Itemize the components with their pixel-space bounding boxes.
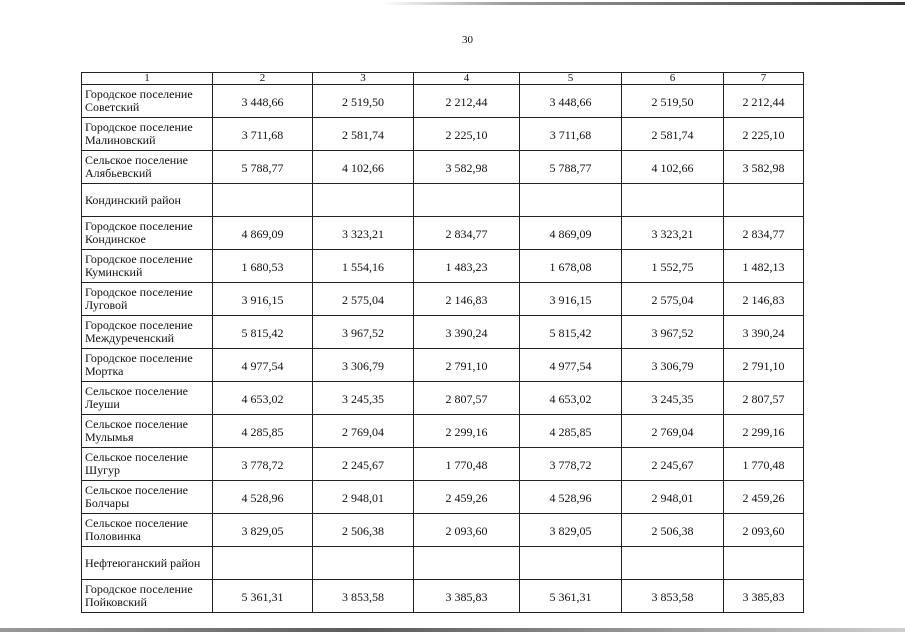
column-header-6: 6 [622, 73, 724, 85]
settlement-name: Сельское поселение Болчары [82, 481, 213, 514]
value-cell: 2 146,83 [414, 283, 520, 316]
value-cell: 2 519,50 [622, 85, 724, 118]
value-cell: 3 711,68 [520, 118, 622, 151]
value-cell: 1 770,48 [414, 448, 520, 481]
settlement-name: Кондинский район [82, 184, 213, 217]
settlement-name: Сельское поселение Алябьевский [82, 151, 213, 184]
value-cell: 2 807,57 [414, 382, 520, 415]
value-cell: 4 977,54 [520, 349, 622, 382]
table-body [82, 73, 804, 613]
value-cell: 5 788,77 [213, 151, 313, 184]
scan-edge-top [380, 2, 905, 5]
value-cell: 3 853,58 [313, 580, 414, 613]
value-cell: 3 778,72 [213, 448, 313, 481]
settlement-name: Сельское поселение Мулымья [82, 415, 213, 448]
value-cell: 2 581,74 [313, 118, 414, 151]
value-cell: 2 519,50 [313, 85, 414, 118]
column-header-5: 5 [520, 73, 622, 85]
table-row [82, 85, 804, 118]
column-header-4: 4 [414, 73, 520, 85]
value-cell: 1 554,16 [313, 250, 414, 283]
value-cell: 5 361,31 [520, 580, 622, 613]
value-cell: 4 528,96 [520, 481, 622, 514]
value-cell: 2 791,10 [414, 349, 520, 382]
value-cell: 3 829,05 [213, 514, 313, 547]
page-number: 30 [462, 34, 473, 46]
value-cell: 2 459,26 [724, 481, 804, 514]
settlement-name: Городское поселение Пойковский [82, 580, 213, 613]
value-cell: 2 093,60 [724, 514, 804, 547]
value-cell: 1 678,08 [520, 250, 622, 283]
table-row [82, 250, 804, 283]
value-cell: 3 448,66 [520, 85, 622, 118]
value-cell: 2 245,67 [313, 448, 414, 481]
value-cell: 2 581,74 [622, 118, 724, 151]
value-cell: 2 212,44 [414, 85, 520, 118]
value-cell: 3 582,98 [414, 151, 520, 184]
value-cell: 5 815,42 [213, 316, 313, 349]
value-cell: 5 788,77 [520, 151, 622, 184]
value-cell: 4 285,85 [213, 415, 313, 448]
value-cell: 1 482,13 [724, 250, 804, 283]
value-cell: 2 093,60 [414, 514, 520, 547]
value-cell [213, 184, 313, 217]
value-cell: 2 948,01 [313, 481, 414, 514]
table-row [82, 514, 804, 547]
value-cell: 2 225,10 [414, 118, 520, 151]
value-cell [520, 547, 622, 580]
value-cell: 3 778,72 [520, 448, 622, 481]
value-cell: 2 791,10 [724, 349, 804, 382]
value-cell: 4 653,02 [520, 382, 622, 415]
value-cell: 3 323,21 [622, 217, 724, 250]
table-row [82, 283, 804, 316]
value-cell: 3 711,68 [213, 118, 313, 151]
value-cell: 2 948,01 [622, 481, 724, 514]
settlement-name: Городское поселение Малиновский [82, 118, 213, 151]
value-cell: 3 385,83 [724, 580, 804, 613]
value-cell [724, 184, 804, 217]
settlement-name: Городское поселение Кондинское [82, 217, 213, 250]
value-cell: 5 361,31 [213, 580, 313, 613]
value-cell: 2 506,38 [313, 514, 414, 547]
value-cell: 2 225,10 [724, 118, 804, 151]
value-cell: 4 977,54 [213, 349, 313, 382]
value-cell: 3 829,05 [520, 514, 622, 547]
table-row [82, 151, 804, 184]
value-cell [622, 547, 724, 580]
value-cell: 2 506,38 [622, 514, 724, 547]
value-cell: 1 552,75 [622, 250, 724, 283]
settlement-name: Нефтеюганский район [82, 547, 213, 580]
scan-edge-bottom [0, 628, 905, 632]
value-cell [520, 184, 622, 217]
value-cell: 3 390,24 [414, 316, 520, 349]
value-cell: 2 245,67 [622, 448, 724, 481]
settlement-name: Городское поселение Луговой [82, 283, 213, 316]
table-header-row [82, 73, 804, 85]
settlement-name: Сельское поселение Половинка [82, 514, 213, 547]
value-cell: 1 770,48 [724, 448, 804, 481]
settlement-name: Городское поселение Междуреченский [82, 316, 213, 349]
column-header-3: 3 [313, 73, 414, 85]
column-header-2: 2 [213, 73, 313, 85]
value-cell: 3 448,66 [213, 85, 313, 118]
value-cell [213, 547, 313, 580]
value-cell: 3 306,79 [622, 349, 724, 382]
table-row [82, 481, 804, 514]
settlement-name: Городское поселение Мортка [82, 349, 213, 382]
value-cell: 2 459,26 [414, 481, 520, 514]
value-cell [724, 547, 804, 580]
value-cell: 4 528,96 [213, 481, 313, 514]
value-cell [414, 547, 520, 580]
table-row [82, 349, 804, 382]
value-cell: 3 582,98 [724, 151, 804, 184]
value-cell: 3 853,58 [622, 580, 724, 613]
value-cell [313, 184, 414, 217]
value-cell: 3 390,24 [724, 316, 804, 349]
value-cell: 3 306,79 [313, 349, 414, 382]
value-cell: 4 653,02 [213, 382, 313, 415]
tariff-table [81, 72, 804, 613]
value-cell: 4 285,85 [520, 415, 622, 448]
value-cell [414, 184, 520, 217]
value-cell: 1 483,23 [414, 250, 520, 283]
value-cell: 2 575,04 [313, 283, 414, 316]
value-cell: 4 869,09 [213, 217, 313, 250]
value-cell: 3 245,35 [622, 382, 724, 415]
value-cell: 2 807,57 [724, 382, 804, 415]
column-header-1: 1 [82, 73, 213, 85]
settlement-name: Городское поселение Куминский [82, 250, 213, 283]
value-cell: 2 834,77 [724, 217, 804, 250]
value-cell: 4 869,09 [520, 217, 622, 250]
value-cell: 4 102,66 [313, 151, 414, 184]
value-cell: 2 299,16 [414, 415, 520, 448]
value-cell: 2 212,44 [724, 85, 804, 118]
value-cell: 3 967,52 [622, 316, 724, 349]
value-cell: 2 769,04 [622, 415, 724, 448]
settlement-name: Сельское поселение Шугур [82, 448, 213, 481]
value-cell: 3 916,15 [213, 283, 313, 316]
value-cell: 2 299,16 [724, 415, 804, 448]
value-cell: 2 146,83 [724, 283, 804, 316]
value-cell: 3 385,83 [414, 580, 520, 613]
value-cell: 3 916,15 [520, 283, 622, 316]
value-cell: 4 102,66 [622, 151, 724, 184]
table-row [82, 118, 804, 151]
settlement-name: Городское поселение Советский [82, 85, 213, 118]
value-cell: 2 834,77 [414, 217, 520, 250]
table-row [82, 547, 804, 580]
value-cell [622, 184, 724, 217]
table-row [82, 448, 804, 481]
table-row [82, 580, 804, 613]
table-row [82, 382, 804, 415]
value-cell: 3 967,52 [313, 316, 414, 349]
value-cell: 3 323,21 [313, 217, 414, 250]
table-row [82, 184, 804, 217]
value-cell: 1 680,53 [213, 250, 313, 283]
value-cell: 3 245,35 [313, 382, 414, 415]
table-row [82, 316, 804, 349]
table-row [82, 217, 804, 250]
value-cell: 2 575,04 [622, 283, 724, 316]
value-cell: 5 815,42 [520, 316, 622, 349]
settlement-name: Сельское поселение Леуши [82, 382, 213, 415]
value-cell [313, 547, 414, 580]
column-header-7: 7 [724, 73, 804, 85]
value-cell: 2 769,04 [313, 415, 414, 448]
table-row [82, 415, 804, 448]
